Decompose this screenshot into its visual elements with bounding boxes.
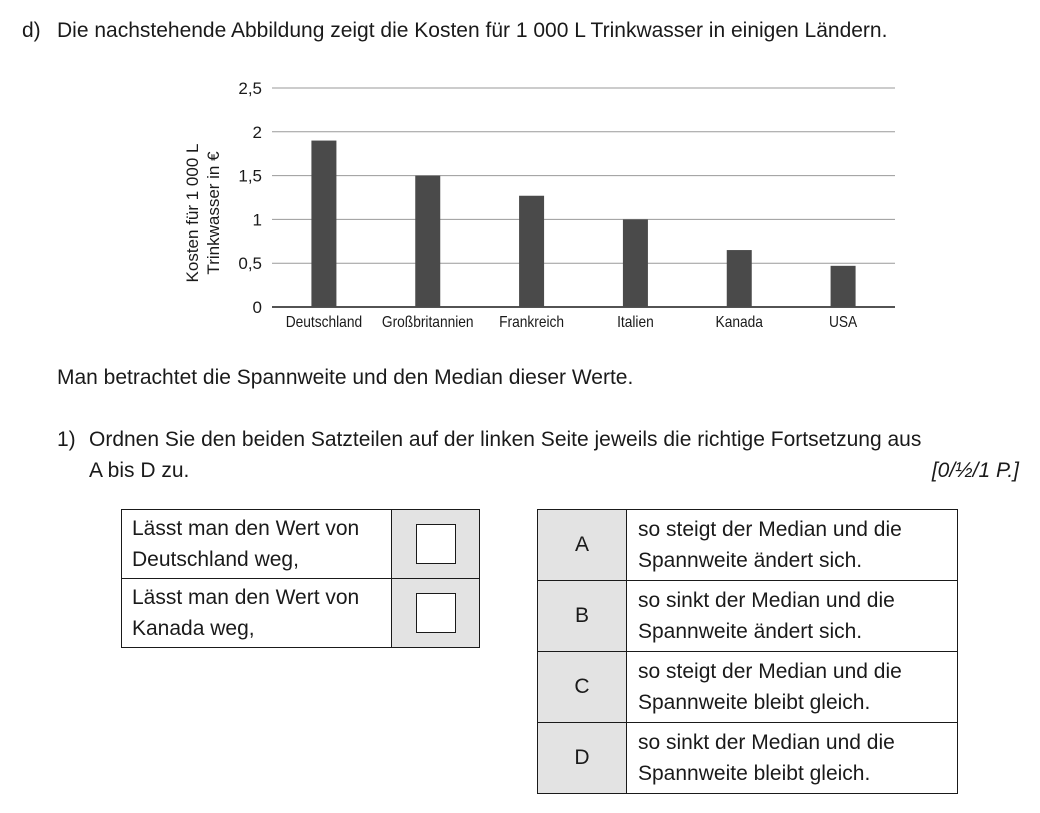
option-letter-c: C: [538, 652, 627, 723]
option-row: [538, 723, 958, 794]
question-number: 1): [57, 428, 76, 451]
option-letter-b: B: [538, 581, 627, 652]
intro-text: Man betrachtet die Spannweite und den Median dieser Werte.: [57, 366, 634, 389]
y-tick-label: 0,5: [238, 254, 262, 274]
option-text: [627, 723, 958, 794]
category-label: Deutschland: [285, 313, 363, 332]
category-labels: [286, 313, 858, 331]
y-tick-label: 1: [252, 210, 262, 230]
answer-box-2[interactable]: [416, 593, 456, 633]
bar: [311, 141, 336, 307]
y-tick-labels: [238, 79, 262, 317]
bar: [831, 266, 856, 307]
points-label: [0/½/1 P.]: [931, 459, 1019, 482]
option-line2: Spannweite ändert sich.: [638, 620, 863, 643]
statement-line2: Kanada weg,: [132, 617, 255, 640]
statement-line2: Deutschland weg,: [132, 548, 299, 571]
bar: [519, 196, 544, 307]
question-text-line2: A bis D zu.: [89, 459, 190, 482]
y-axis-label-line1: Kosten für 1 000 L: [183, 143, 202, 283]
option-row: [538, 510, 958, 581]
option-letter-a: A: [538, 510, 627, 581]
task-text: Die nachstehende Abbildung zeigt die Kosten für 1 000 L Trinkwasser in einigen Ländern.: [57, 19, 888, 42]
grid-lines: [272, 88, 895, 307]
option-line1: so sinkt der Median und die: [638, 731, 895, 754]
bar-chart: [180, 70, 910, 340]
option-text: [627, 581, 958, 652]
category-label: Großbritannien: [381, 313, 474, 332]
option-letter-d: D: [538, 723, 627, 794]
bar: [623, 219, 648, 307]
category-label: Kanada: [715, 313, 763, 332]
option-line2: Spannweite bleibt gleich.: [638, 762, 871, 785]
option-text: [627, 510, 958, 581]
statement-line1: Lässt man den Wert von: [132, 586, 360, 609]
statements-table: [121, 509, 480, 648]
bars: [311, 141, 855, 307]
category-label: Frankreich: [499, 313, 565, 332]
task-label: d): [22, 19, 41, 42]
answer-box-1[interactable]: [416, 524, 456, 564]
option-line2: Spannweite bleibt gleich.: [638, 691, 871, 714]
question-text-line1: Ordnen Sie den beiden Satzteilen auf der linken Seite jeweils die richtige Fortsetzung aus: [89, 428, 922, 451]
y-tick-label: 1,5: [238, 166, 262, 186]
y-tick-label: 2,5: [238, 79, 262, 98]
bar: [727, 250, 752, 307]
y-axis-label-line2: Trinkwasser in €: [204, 151, 223, 275]
bar: [415, 176, 440, 307]
options-table: [537, 509, 958, 794]
y-tick-label: 0: [252, 298, 262, 317]
statement-line1: Lässt man den Wert von: [132, 517, 360, 540]
option-line1: so steigt der Median und die: [638, 518, 902, 541]
statement-row: [122, 510, 480, 579]
statement-cell: [122, 510, 392, 579]
answer-cell: [392, 510, 480, 579]
statement-row: [122, 579, 480, 648]
answer-cell: [392, 579, 480, 648]
option-line1: so sinkt der Median und die: [638, 589, 895, 612]
option-text: [627, 652, 958, 723]
option-row: [538, 652, 958, 723]
category-label: Italien: [617, 313, 654, 332]
option-row: [538, 581, 958, 652]
option-line2: Spannweite ändert sich.: [638, 549, 863, 572]
y-tick-label: 2: [252, 122, 262, 142]
statement-cell: [122, 579, 392, 648]
option-line1: so steigt der Median und die: [638, 660, 902, 683]
category-label: USA: [828, 313, 858, 332]
